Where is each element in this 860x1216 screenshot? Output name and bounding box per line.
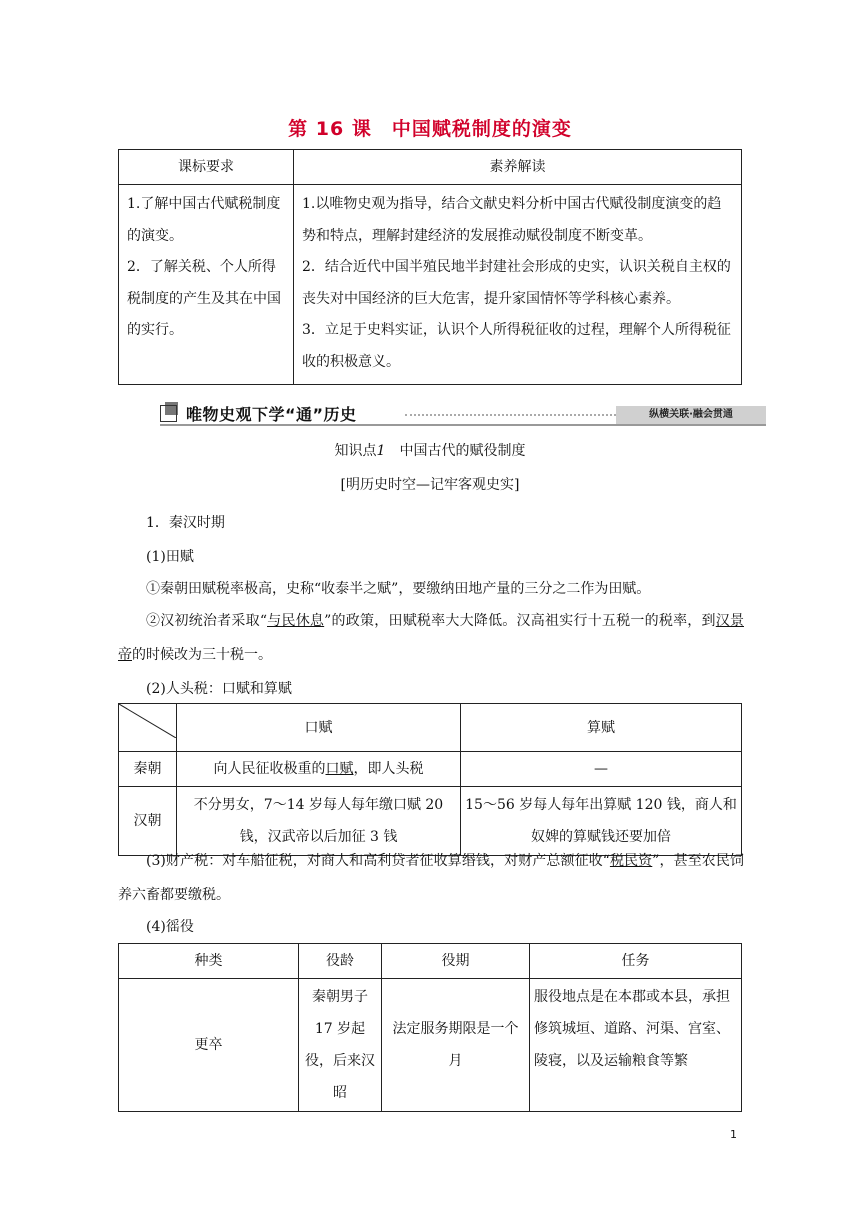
requirement-item: 2．了解关税、个人所得税制度的产生及其在中国的实行。 — [127, 259, 281, 338]
col-header-suan-fu: 算赋 — [461, 704, 742, 752]
requirements-header-left: 课标要求 — [119, 150, 294, 185]
knowledge-point-number: 1 — [376, 443, 386, 459]
text-run: ”的政策，田赋税率大大降低。汉高祖实行十五税一的税率，到 — [324, 613, 716, 629]
table-cell: 15～56 岁每人每年出算赋 120 钱，商人和奴婢的算赋钱还要加倍 — [461, 787, 742, 856]
section-underline — [160, 424, 766, 426]
section-header — [160, 402, 766, 426]
text-run: 向人民征收极重的 — [213, 761, 326, 777]
section-tag: 纵横关联·融会贯通 — [616, 406, 766, 424]
corvee-header: 役期 — [382, 944, 530, 979]
knowledge-point-heading — [0, 440, 860, 462]
text-run: (3)财产税：对车船征税，对商人和高利贷者征收算缗钱，对财产总额征收“ — [146, 853, 610, 869]
section-title: 唯物史观下学“通”历史 — [186, 405, 357, 424]
literacy-item: 1.以唯物史观为指导，结合文献史料分析中国古代赋役制度演变的趋势和特点，理解封建经济的发展推动赋役制度不断变革。 — [302, 196, 722, 244]
corvee-task: 服役地点是在本郡或本县，承担修筑城垣、道路、河渠、宫室、陵寝，以及运输粮食等繁 — [530, 979, 742, 1112]
text-run: ”，甚至农民饲养六畜都要缴税。 — [118, 853, 744, 903]
head-tax-table — [118, 703, 742, 856]
underlined-term: 税民资 — [609, 853, 653, 869]
corvee-age: 秦朝男子 17 岁起役，后来汉昭 — [299, 979, 382, 1112]
corvee-heading: (4)徭役 — [146, 919, 194, 935]
page-title: 第 16 课 中国赋税制度的演变 — [288, 118, 572, 140]
row-label-qin: 秦朝 — [119, 752, 177, 787]
table-cell: 不分男女，7～14 岁每人每年缴口赋 20 钱，汉武帝以后加征 3 钱 — [177, 787, 461, 856]
requirements-right-cell — [294, 185, 742, 385]
text-run: 的时候改为三十税一。 — [132, 647, 272, 663]
underlined-term: 与民休息 — [267, 613, 325, 629]
underlined-term: 口赋 — [325, 761, 354, 777]
requirements-header-right: 素养解读 — [294, 150, 742, 185]
field-tax-paragraph-2 — [118, 604, 744, 672]
section-dotted-rule — [405, 414, 616, 416]
corvee-term: 法定服务期限是一个月 — [382, 979, 530, 1112]
requirement-item: 1.了解中国古代赋税制度的演变。 — [127, 196, 281, 244]
field-tax-heading: (1)田赋 — [146, 549, 194, 565]
requirements-table — [118, 149, 742, 385]
table-cell: — — [461, 752, 742, 787]
diagonal-line — [119, 704, 176, 738]
corvee-header: 役龄 — [299, 944, 382, 979]
section-box-icon — [160, 405, 177, 422]
head-tax-heading: (2)人头税：口赋和算赋 — [146, 681, 292, 697]
requirements-left-cell — [119, 185, 294, 385]
text-run: ②汉初统治者采取“ — [146, 613, 267, 629]
row-label-han: 汉朝 — [119, 787, 177, 856]
literacy-item: 3．立足于史料实证，认识个人所得税征收的过程，理解个人所得税征收的积极意义。 — [302, 322, 731, 370]
knowledge-point-prefix: 知识点 — [334, 443, 377, 459]
page-number: 1 — [730, 1128, 737, 1141]
corvee-header: 种类 — [119, 944, 299, 979]
corvee-table — [118, 943, 742, 1112]
corvee-header: 任务 — [530, 944, 742, 979]
diagonal-corner-cell — [119, 704, 177, 752]
period-heading: 1．秦汉时期 — [146, 515, 225, 531]
table-cell — [177, 752, 461, 787]
property-tax-paragraph — [118, 844, 744, 912]
corvee-type: 更卒 — [119, 979, 299, 1112]
field-tax-paragraph-1: ①秦朝田赋税率极高，史称“收泰半之赋”，要缴纳田地产量的三分之二作为田赋。 — [146, 581, 651, 597]
literacy-item: 2．结合近代中国半殖民地半封建社会形成的史实，认识关税自主权的丧失对中国经济的巨大危害，提升家国情怀等学科核心素养。 — [302, 259, 731, 307]
knowledge-point-title: 中国古代的赋役制度 — [385, 443, 526, 459]
subheading: [明历史时空—记牢客观史实] — [340, 477, 520, 493]
col-header-kou-fu: 口赋 — [177, 704, 461, 752]
text-run: ，即人头税 — [353, 761, 424, 777]
underlined-term: 汉景帝 — [118, 613, 744, 663]
